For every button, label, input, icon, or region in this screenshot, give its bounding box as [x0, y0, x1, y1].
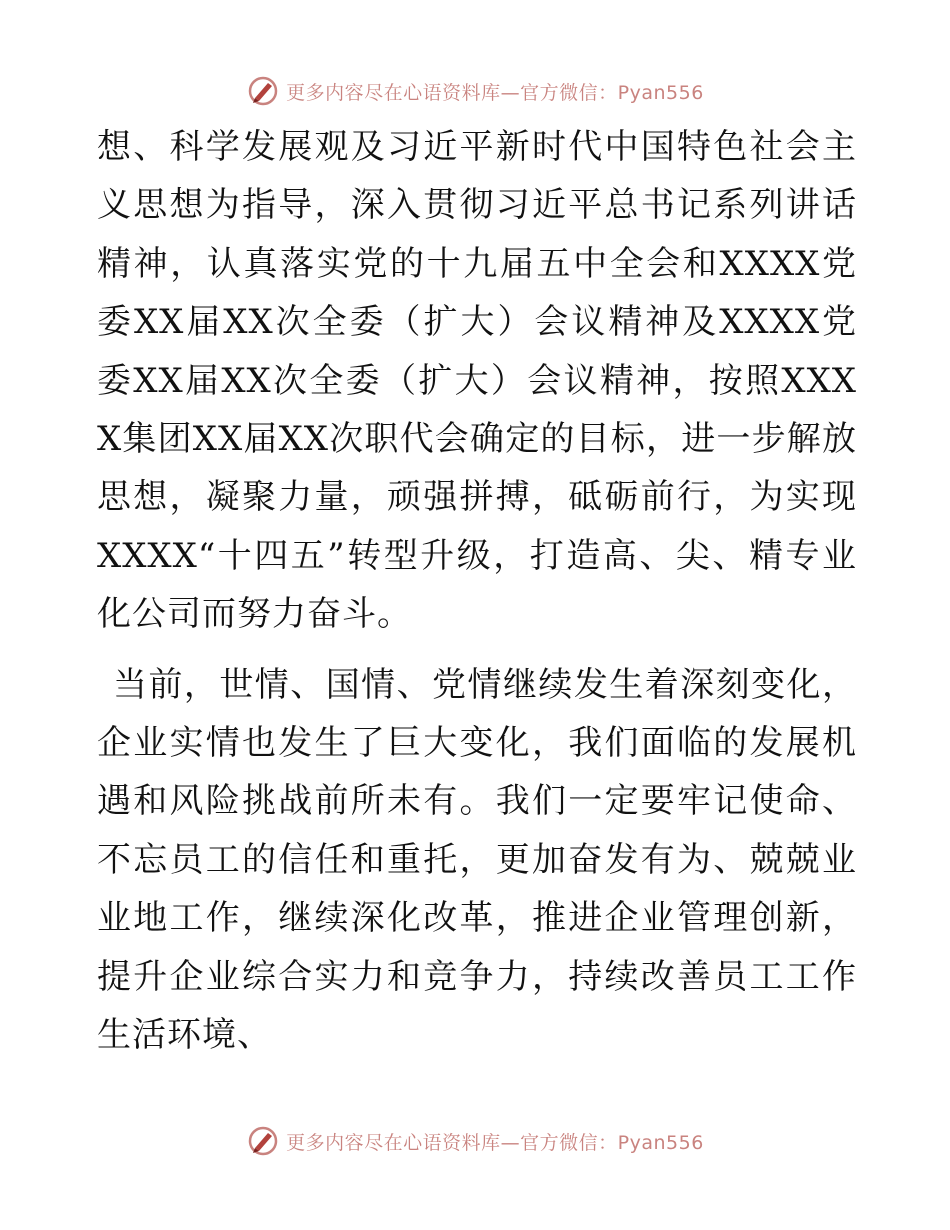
footer-watermark: [0, 1121, 950, 1161]
document-body: [97, 118, 857, 1065]
body-paragraph: 当前，世情、国情、党情继续发生着深刻变化，企业实情也发生了巨大变化，我们面临的发展机遇和风险挑战前所未有。我们一定要牢记使命、不忘员工的信任和重托，更加奋发有为、兢兢业业地工作，继续深化改革，推进企业管理创新，提升企业综合实力和竞争力，持续改善员工工作生活环境、: [97, 664, 857, 1056]
header-watermark: [0, 71, 950, 111]
watermark-text: 更多内容尽在心语资料库—官方微信：Pyan556: [286, 1131, 704, 1154]
body-paragraph: 想、科学发展观及习近平新时代中国特色社会主义思想为指导，深入贯彻习近平总书记系列讲话精神，认真落实党的十九届五中全会和XXXX党委XX届XX次全委（扩大）会议精神及XXXX党委XX届XX次全委（扩大）会议精神，按照XXXX集团XX届XX次职代会确定的目标，进一步解放思想，凝聚力量，顽强拼搏，砥砺前行，为实现XXXX“十四五”转型升级，打造高、尖、精专业化公司而努力奋斗。: [97, 127, 857, 635]
pen-logo-icon: [246, 1124, 280, 1158]
watermark-text: 更多内容尽在心语资料库—官方微信：Pyan556: [286, 81, 704, 104]
pen-logo-icon: [246, 74, 280, 108]
